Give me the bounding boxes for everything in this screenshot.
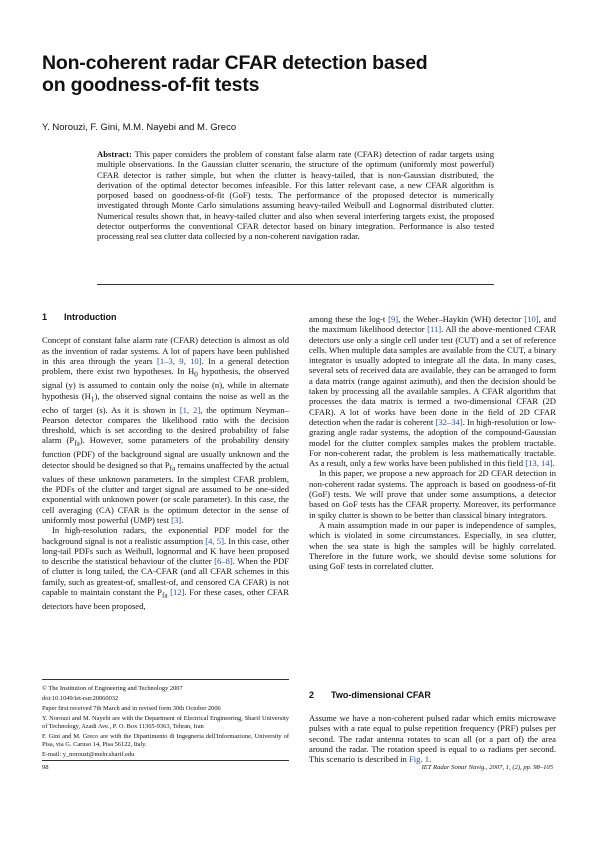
abstract-rule bbox=[97, 284, 494, 285]
intro-paragraph-1: Concept of constant false alarm rate (CFAR) detection is almost as old as the invention of radar systems. A lot of papers have been published in this area through the years [1–3, 9, 10]. In a general detection problem, there exist two hypotheses. In $H_0$ hypothesis, the observed signal (y) is assumed to contain only the noise (n), while in alternate hypothesis $(H_1)$, the observed signal contains the noise as well as the echo of target (s). As it is shown in [1, 2], the optimum Neyman–Pearson detector compares the likelihood ratio with the decision threshold, which is set according to the desired probability of false alarm $(P_{fa})$. However, some parameters of the probability density function (PDF) of the background signal are usually unknown and the detector should be designed so that $P_{fa}$ remains unaffected by the actual values of these unknown parameters. In the simplest CFAR problem, the PDFs of the clutter and target signal are assumed to be one-sided exponential with unknown power (or scale parameter). In this case, the cell averaging (CA) CFAR is the optimum detector in the sense of uniformly most powerful (UMP) test [3]. bbox=[42, 335, 289, 525]
footer-rule bbox=[42, 760, 289, 761]
figure-link[interactable]: Fig. 1 bbox=[409, 754, 430, 765]
doi-line: doi:10.1049/iet-rsn:20060032 bbox=[42, 695, 119, 702]
section-2-heading-wrap bbox=[309, 690, 556, 713]
journal-reference: IET Radar Sonar Navig., 2007, 1, (2), pp. 98–105 bbox=[421, 764, 553, 771]
citation-link[interactable]: [3] bbox=[171, 514, 182, 525]
paper-title bbox=[42, 52, 542, 96]
abstract-text: This paper considers the problem of constant false alarm rate (CFAR) detection of radar targets using multiple observations. In the Gaussian clutter scenario, the structure of the optimum (uniformly most powerful) CFAR detector is rather simple, but when the clutter is heavy-tailed, that is non-Gaussian distributed, the derivation of the optimal detector becomes infeasible. For this latter relevant case, a new CFAR algorithm is porposed based on goodness-of-fit (GoF) tests. The performance of the proposed detector is numerically investigated through Monte Carlo simulations assuming heavy-tailed Weibull and Lognormal distributed clutter. Numerical results shown that, in heavy-tailed clutter and also when several interfering targets exist, the proposed detector outperforms the conventional CFAR detector based on binary integration. Performance is also tested processing real sea clutter data collected by a non-coherent navigation radar. bbox=[97, 149, 494, 242]
right-column bbox=[309, 314, 556, 571]
section-2-title: Two-dimensional CFAR bbox=[331, 690, 431, 700]
abstract-label: Abstract: bbox=[97, 149, 132, 159]
footnote-rule bbox=[42, 679, 289, 680]
received-line: Paper first received 7th March and in revised form 30th October 2006 bbox=[42, 705, 221, 712]
citation-link[interactable]: [4, 5] bbox=[205, 535, 224, 546]
citation-link[interactable]: [6–8] bbox=[214, 556, 233, 567]
intro-paragraph-4: In this paper, we propose a new approach for 2D CFAR detection in non-coherent radar systems. The approach is based on goodness-of-fit (GoF) tests. We will prove that under some assumptions, a detector based on GoF tests has the CFAR property. Moreover, its performance in spiky clutter is shown to be better than classical binary integrators. bbox=[309, 468, 556, 520]
affiliation-2: F. Gini and M. Greco are with the Dipartimento di Ingegneria dell'Informazione, University of Pisa, via G. Caruso 14, Pisa 56122, Italy. bbox=[42, 733, 289, 748]
citation-link[interactable]: [32–34] bbox=[435, 416, 463, 427]
intro-paragraph-5: A main assumption made in our paper is independence of samples, which is violated in some circumstances. Especially, in sea clutter, when the sea state is high the samples will be highly correlated. Therefore in the future work, we should devise some solutions for using GoF tests in correlated clutter. bbox=[309, 519, 556, 572]
intro-paragraph-2: In high-resolution radars, the exponential PDF model for the background signal is not a realistic assumption [4, 5]. In this case, other long-tail PDFs such as Weibull, lognormal and K have been proposed to describe the statistical behaviour of the clutter [6–8]. When the PDF of clutter is long tailed, the CA-CFAR (and all CFAR schemes in this family, such as greatest-of, smallest-of, and censored CA CFAR) is not capable to maintain constant the $P_{fa}$ [12]. For these cases, other CFAR detectors have been proposed, bbox=[42, 525, 289, 612]
authors: Y. Norouzi, F. Gini, M.M. Nayebi and M. Greco bbox=[42, 122, 237, 133]
left-column bbox=[42, 312, 289, 611]
intro-paragraph-3: among these the log-t [9], the Weber–Haykin (WH) detector [10], and the maximum likelihood detector [11]. All the above-mentioned CFAR detectors use only a single cell under test (CUT) and a set of reference cells. When multiple data samples are available from the CUT, a binary integrator is usually adopted to integrate all the data. In many cases, several sets of received data are available, they can be arranged to form a data matrix (range against azimuth), and then the decision should be taken by processing all the available samples. A CFAR algorithm that processes the data matrix is termed a two-dimensional CFAR (2D CFAR). A lot of works have been done in the field of 2D CFAR detection when the radar is coherent [32–34]. In high-resolution or low-grazing angle radar systems, the adoption of the compound-Gaussian model for the clutter complex samples makes the problem tractable. For non-coherent radar, the problem is less mathematically tractable. As a result, only a few works have been published in this field [13, 14]. bbox=[309, 314, 557, 469]
copyright-line: © The Institution of Engineering and Technology 2007 bbox=[42, 685, 183, 692]
section-2-body bbox=[309, 713, 556, 764]
citation-link[interactable]: [13, 14] bbox=[525, 458, 553, 469]
citation-link[interactable]: [9] bbox=[388, 314, 399, 324]
abstract bbox=[97, 149, 494, 242]
title-line-2: on goodness-of-fit tests bbox=[42, 74, 260, 96]
email-line: E-mail: y_norouzi@mehr.sharif.edu bbox=[42, 751, 135, 758]
citation-link[interactable]: [12] bbox=[170, 587, 185, 597]
citation-link[interactable]: [1, 2] bbox=[179, 404, 201, 415]
section-1-number: 1 bbox=[42, 312, 48, 322]
footnotes bbox=[42, 685, 289, 761]
section-2-number: 2 bbox=[309, 690, 315, 700]
citation-link[interactable]: [1–3, 9, 10] bbox=[157, 355, 202, 366]
page-number: 98 bbox=[42, 764, 49, 771]
section-2-heading bbox=[309, 690, 556, 700]
section-1-heading bbox=[42, 312, 289, 322]
section-1-title: Introduction bbox=[64, 312, 117, 322]
title-line-1: Non-coherent radar CFAR detection based bbox=[42, 52, 428, 74]
citation-link[interactable]: [11] bbox=[427, 324, 442, 335]
section-2-paragraph: Assume we have a non-coherent pulsed radar which emits microwave pulses with a rate equal to pulse repetition frequency (PRF) pulses per second. The radar antenna rotates to scan all (or a part of) the area around the radar. The rotation speed is equal to ω radians per second. This scenario is described in Fig. 1. bbox=[309, 713, 556, 765]
citation-link[interactable]: [10] bbox=[524, 314, 539, 324]
affiliation-1: Y. Norouzi and M. Nayebi are with the Department of Electrical Engineering, Sharif University of Technology, Azadi Ave., P. O. Box 11365-9363, Tehran, Iran bbox=[42, 715, 289, 730]
